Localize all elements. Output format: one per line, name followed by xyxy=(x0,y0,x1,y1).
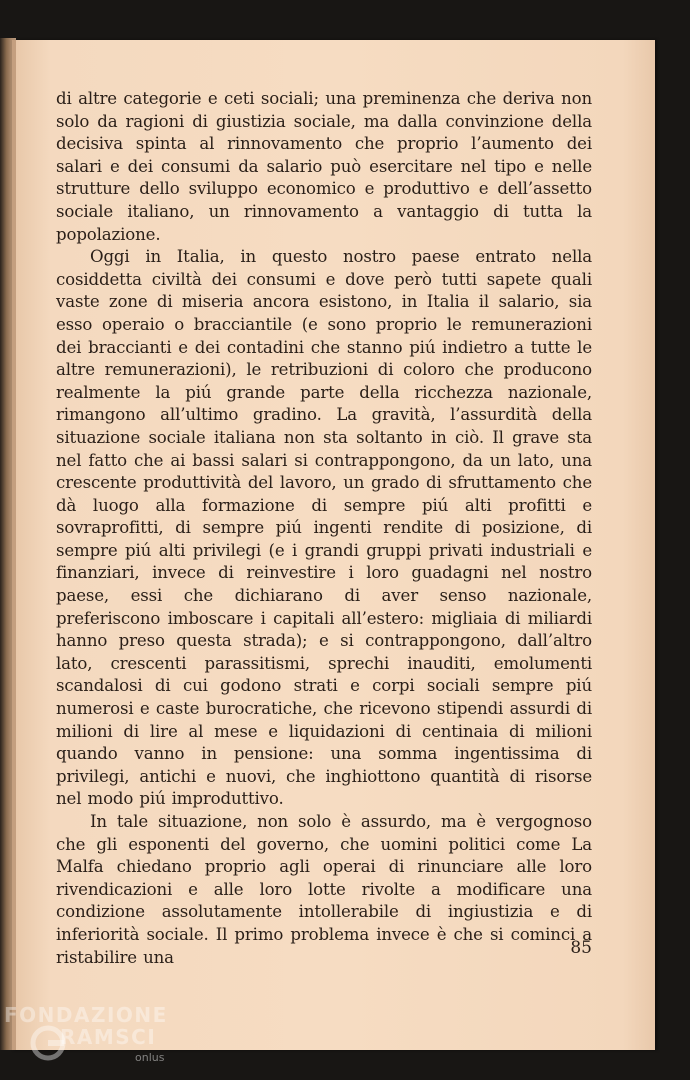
body-text xyxy=(56,88,592,969)
paragraph-1: di altre categorie e ceti sociali; una preminenza che deriva non solo da ragioni di giustizia sociale, ma dalla convinzione della decisiva spinta al rinnovamento che proprio l’aumento dei salari e dei consumi da salario può esercitare nel tipo e nelle strutture dello sviluppo economico e produttivo e dell’assetto sociale italiano, un rinnovamento a vantaggio di tutta la popolazione. xyxy=(56,89,592,244)
paragraph-2: Oggi in Italia, in questo nostro paese entrato nella cosiddetta civiltà dei consumi e dove però tutti sapete quali vaste zone di miseria ancora esistono, in Italia il salario, sia esso operaio o bracciantile (e sono proprio le remunerazioni dei braccianti e dei contadini che stanno piú indietro a tutte le altre remunerazioni), le retribuzioni di coloro che producono realmente la piú grande parte della ricchezza nazionale, rimangono all’ultimo gradino. La gravità, l’assurdità della situazione sociale italiana non sta soltanto in ciò. Il grave sta nel fatto che ai bassi salari si contrappongono, da un lato, una crescente produttività del lavoro, un grado di sfruttamento che dà luogo alla formazione di sempre piú alti profitti e sovraprofitti, di sempre piú ingenti rendite di posizione, di sempre piú alti privilegi (e i grandi gruppi privati industriali e finanziari, invece di reinvestire i loro guadagni nel nostro paese, essi che dichiarano di aver senso nazionale, preferiscono imboscare i capitali all’estero: migliaia di miliardi hanno preso questa strada); e si contrappongono, dall’altro lato, crescenti parassitismi, sprechi inauditi, emolumenti scandalosi di cui godono strati e corpi sociali sempre piú numerosi e caste burocratiche, che ricevono stipendi assurdi di milioni di lire al mese e liquidazioni di centinaia di milioni quando vanno in pensione: una somma ingentissima di privilegi, antichi e nuovi, che inghiottono quantità di risorse nel modo piú improduttivo. xyxy=(56,247,592,809)
paragraph-3: In tale situazione, non solo è assurdo, ma è vergognoso che gli esponenti del governo, che uomini politici come La Malfa chiedano proprio agli operai di rinunciare alle loro rivendicazioni e alle loro lotte rivolte a modificare una condizione assolutamente intollerabile di ingiustizia e di inferiorità sociale. Il primo problema invece è che si cominci a ristabilire una xyxy=(56,812,592,967)
watermark-line-1: FONDAZIONE xyxy=(4,1003,168,1027)
watermark-logo xyxy=(2,1003,182,1073)
page-edge xyxy=(12,40,16,1050)
watermark-line-2: RAMSCI xyxy=(60,1025,157,1049)
watermark-line-3: onlus xyxy=(135,1051,165,1064)
page-number: 85 xyxy=(570,938,592,958)
